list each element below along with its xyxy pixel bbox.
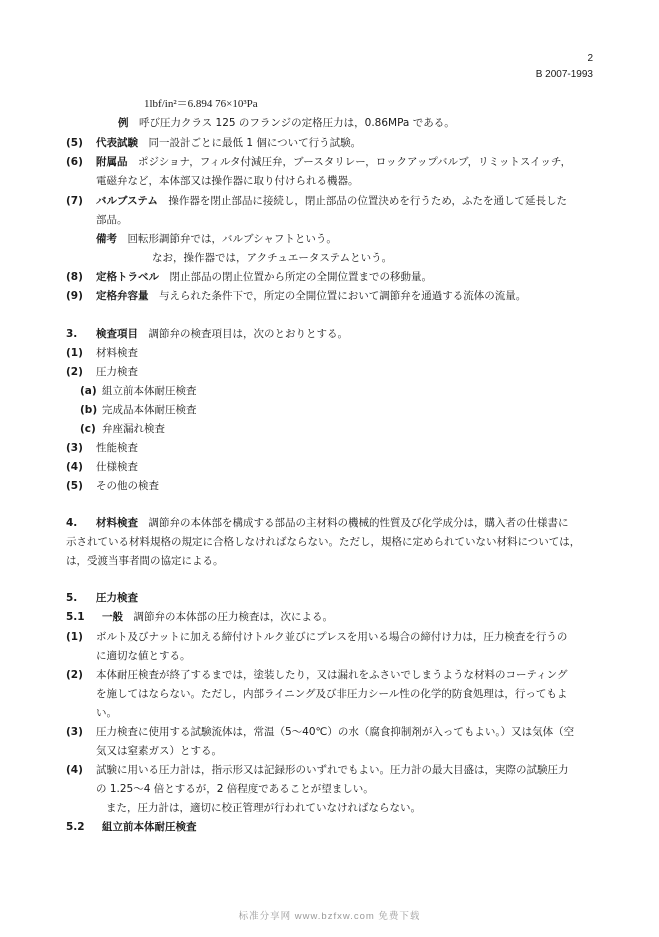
item-number: (9) [66,290,83,302]
item-text: その他の検査 [96,480,159,492]
remarks-line-2: なお，操作器では，アクチュエータステムという。 [152,252,393,264]
term: 附属品 [96,156,128,168]
item-number: (5) [66,480,83,492]
pressure-item-3-cont: 気又は窒素ガス）とする。 [96,745,222,757]
definition-item-9 [66,290,526,304]
example-line [118,117,455,131]
inspection-item [66,442,138,456]
definition-text: 閉止部品の閉止位置から所定の全開位置までの移動量。 [169,271,432,283]
definition-item-7 [66,195,567,209]
definition-item-6-cont: 電磁弁など，本体部又は操作器に取り付けられる機器。 [96,175,359,187]
pressure-item-2-cont: を施してはならない。ただし，内部ライニング及び非圧力シール性の化学的防食処理は，行ってもよ [96,688,568,700]
item-number: (4) [66,461,83,473]
paragraph-text: 調節弁の本体部を構成する部品の主材料の機械的性質及び化学成分は，購入者の仕様書に [148,517,569,529]
section-3-heading [66,328,348,342]
item-text: 完成品本体耐圧検査 [102,404,197,416]
item-number: (c) [80,423,96,435]
footer-watermark: 标准分享网 www.bzfxw.com 免费下载 [238,911,421,922]
pressure-item-4-cont: の 1.25～4 倍とするが，2 倍程度であることが望ましい。 [96,783,374,795]
subsection-number: 5.1 [66,611,85,623]
item-text: 組立前本体耐圧検査 [102,385,197,397]
section-title: 材料検査 [96,517,138,529]
definition-item-6 [66,156,571,170]
item-number: (7) [66,195,83,207]
term: バルブステム [96,195,158,207]
item-text: 圧力検査 [96,366,138,378]
item-text: 圧力検査に使用する試験流体は，常温（5～40℃）の水（腐食抑制剤が入ってもよい。）又は気体（空 [96,726,575,738]
section-number: 4. [66,517,78,529]
pressure-item-1 [66,631,567,645]
definition-item-7-cont: 部品。 [96,214,128,226]
item-text: 性能検査 [96,442,138,454]
page-number: 2 [587,53,593,64]
item-number: (a) [80,385,97,397]
section-title: 検査項目 [96,328,138,340]
item-text: 本体耐圧検査が終了するまでは，塗装したり，又は漏れをふさいでしまうような材料のコーティング [96,669,568,681]
item-number: (2) [66,669,83,681]
inspection-item [66,366,138,380]
example-label: 例 [118,117,129,129]
document-id: B 2007-1993 [535,69,593,80]
section-5-heading [66,592,138,606]
section-4-heading [66,517,569,531]
item-number: (1) [66,347,83,359]
section-4-line-3: は，受渡当事者間の協定による。 [66,555,224,567]
section-title: 圧力検査 [96,592,138,604]
term: 定格トラベル [96,271,159,283]
item-number: (1) [66,631,83,643]
subsection-5-2 [66,821,197,835]
inspection-item [66,461,138,475]
inspection-item [66,480,159,494]
remarks-label: 備考 [96,233,117,245]
item-text: 材料検査 [96,347,138,359]
unit-formula: 1lbf/in²＝6.894 76×10³Pa [144,98,258,110]
item-number: (b) [80,404,98,416]
section-4-line-2: 示されている材料規格の規定に合格しなければならない。ただし，規格に定められていない材料については， [66,536,581,548]
item-number: (3) [66,726,83,738]
pressure-item-4-cont: また，圧力計は，適切に校正管理が行われていなければならない。 [106,802,421,814]
definition-item-5 [66,137,361,151]
subsection-5-1 [66,611,333,625]
definition-text: 操作器を閉止部品に接続し，閉止部品の位置決めを行うため，ふたを通して延長した [168,195,567,207]
subsection-title: 組立前本体耐圧検査 [102,821,197,833]
term: 代表試験 [96,137,138,149]
item-text: 仕様検査 [96,461,138,473]
inspection-subitem [80,423,165,437]
pressure-item-2-cont: い。 [96,707,117,719]
item-number: (3) [66,442,83,454]
inspection-item [66,347,138,361]
item-number: (2) [66,366,83,378]
pressure-item-3 [66,726,574,740]
subsection-title: 一般 [102,611,123,623]
item-text: ボルト及びナットに加える締付けトルク並びにプレスを用いる場合の締付け力は，圧力検査を行うの [96,631,568,643]
definition-text: 同一設計ごとに最低 1 個について行う試験。 [148,137,362,149]
definition-item-8 [66,271,432,285]
section-number: 3. [66,328,78,340]
pressure-item-2 [66,669,567,683]
paragraph-text: 調節弁の本体部の圧力検査は，次による。 [133,611,333,623]
inspection-subitem [80,385,197,399]
term: 定格弁容量 [96,290,149,302]
item-text: 弁座漏れ検査 [102,423,165,435]
remarks-line-1 [96,233,337,247]
item-text: 試験に用いる圧力計は，指示形又は記録形のいずれでもよい。圧力計の最大目盛は，実際の試験圧力 [96,764,569,776]
pressure-item-1-cont: に適切な値とする。 [96,650,191,662]
item-number: (6) [66,156,83,168]
subsection-number: 5.2 [66,821,85,833]
section-number: 5. [66,592,78,604]
remarks-text: 回転形調節弁では，バルブシャフトという。 [127,233,337,245]
definition-text: ポジショナ，フィルタ付減圧弁，ブースタリレー，ロックアップバルブ，リミットスイッチ， [138,156,572,168]
definition-text: 与えられた条件下で，所定の全開位置において調節弁を通過する流体の流量。 [159,290,527,302]
example-text: 呼び圧力クラス 125 のフランジの定格圧力は，0.86MPa である。 [139,117,455,129]
item-number: (4) [66,764,83,776]
item-number: (8) [66,271,83,283]
section-intro: 調節弁の検査項目は，次のとおりとする。 [148,328,348,340]
item-number: (5) [66,137,83,149]
inspection-subitem [80,404,197,418]
pressure-item-4 [66,764,569,778]
